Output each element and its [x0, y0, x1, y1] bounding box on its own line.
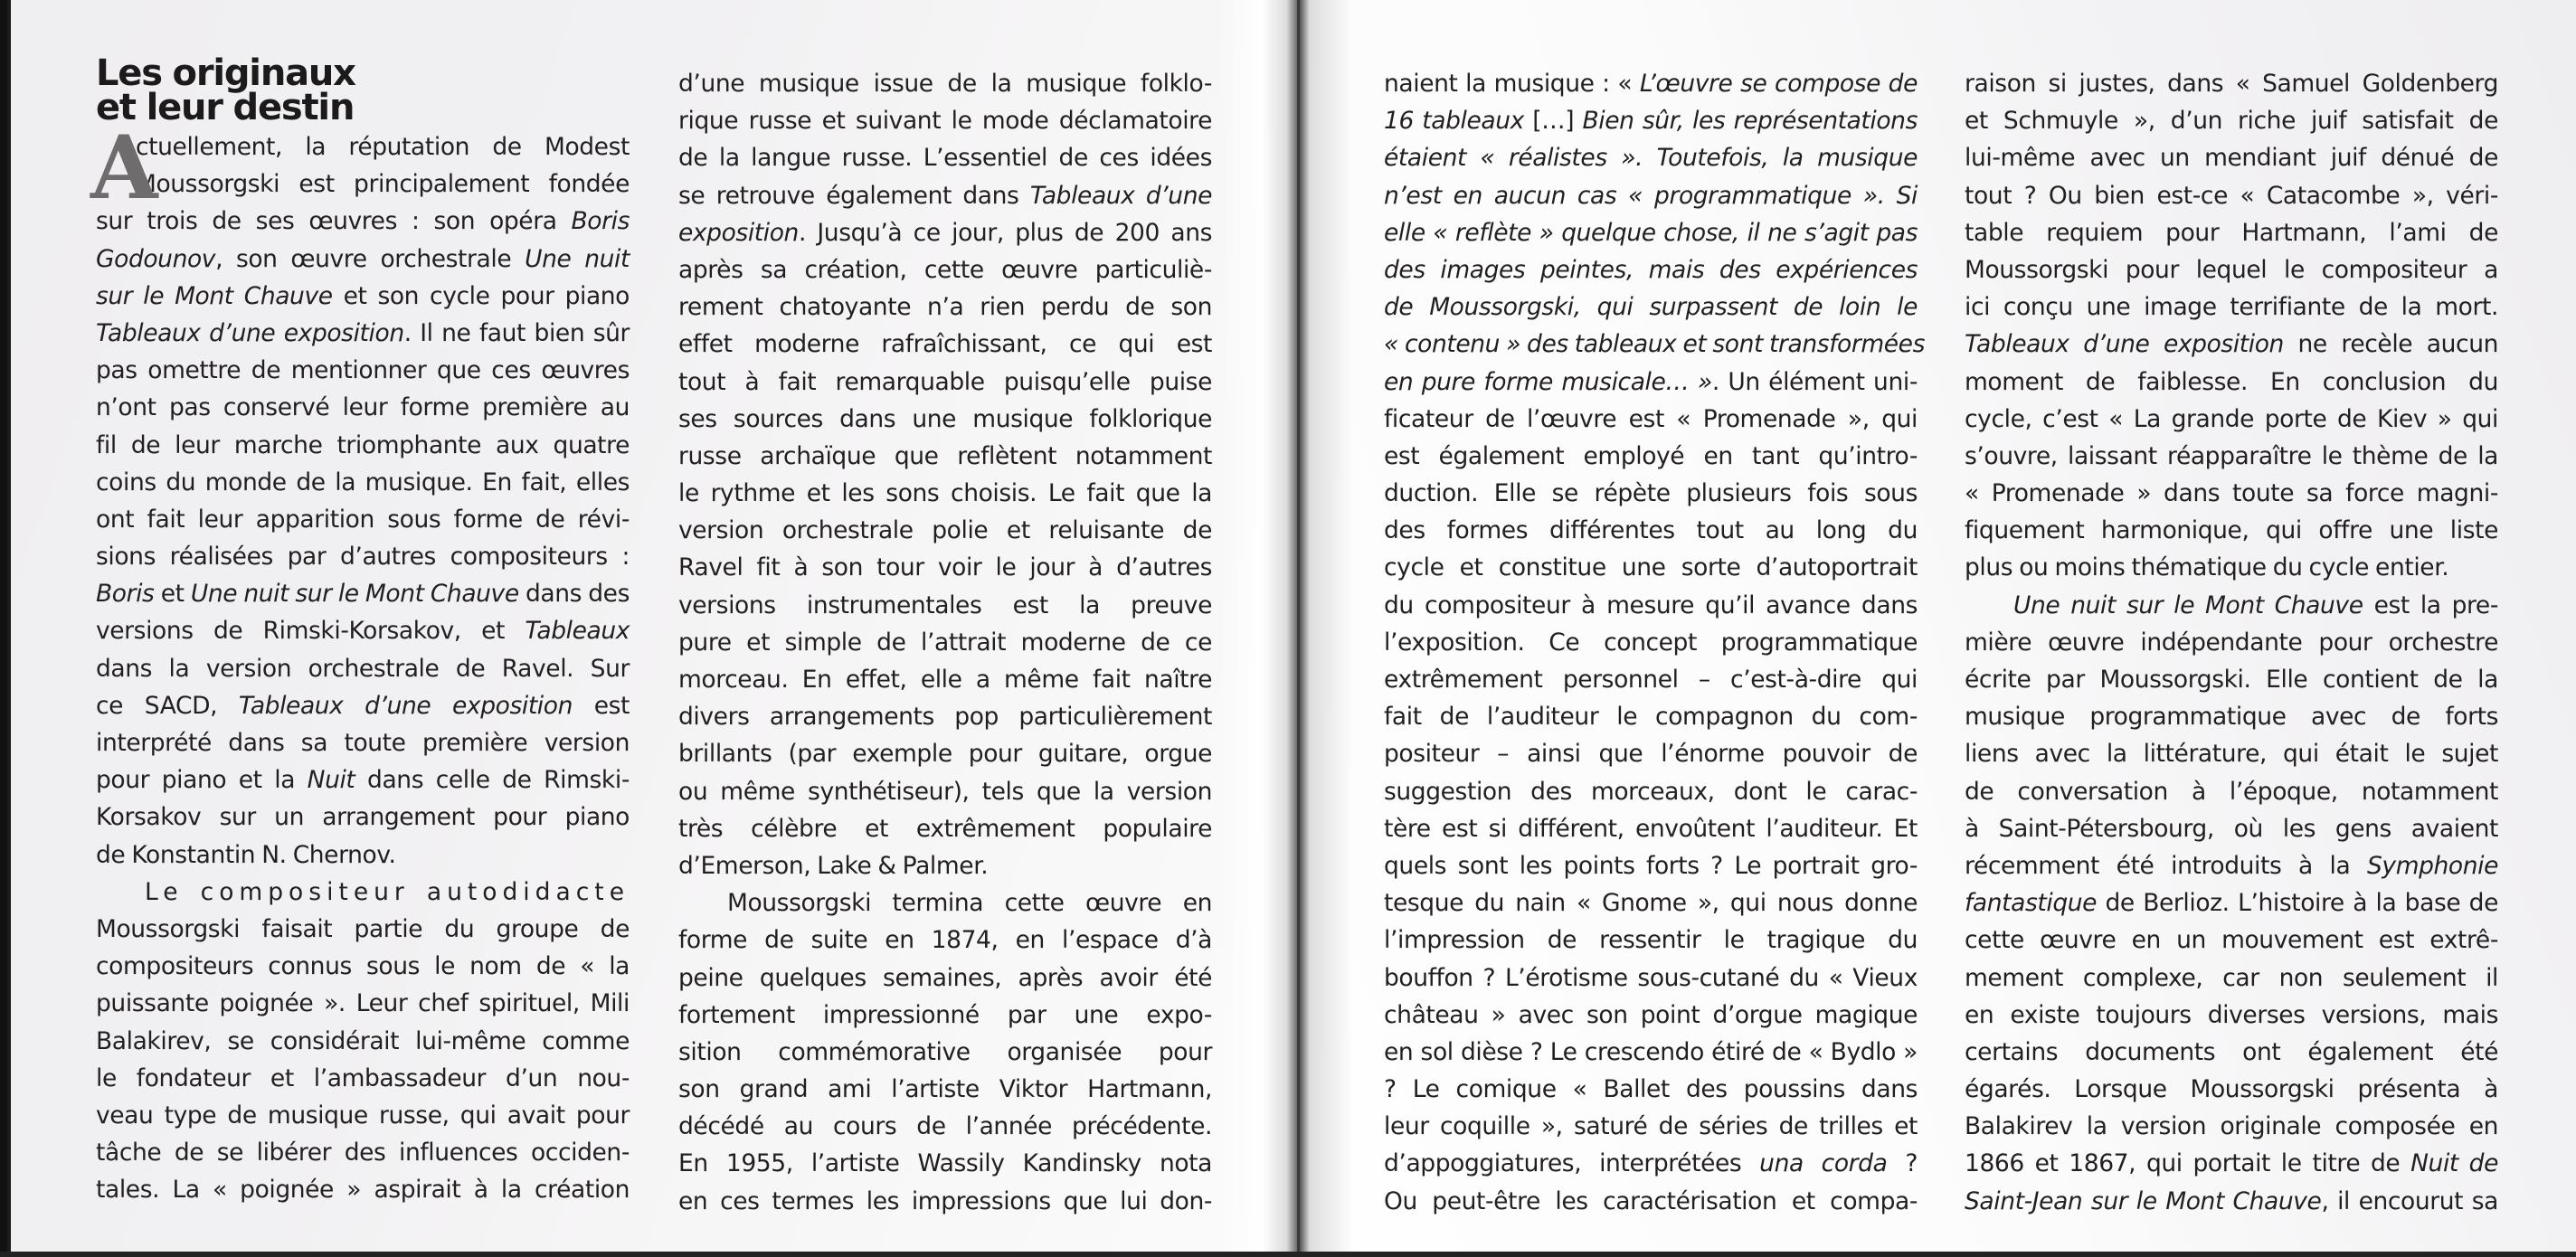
text-line: [1384, 475, 1918, 512]
text-run: interprété dans sa toute première version: [96, 729, 630, 757]
text-line: [96, 612, 630, 649]
text-line: [96, 538, 630, 575]
text-line: [678, 177, 1212, 214]
text-run: ne recèle aucun: [2283, 330, 2498, 359]
text-run: en sol dièse ? Le crescendo étiré de « Bydlo »: [1384, 1037, 1918, 1066]
text-run: Moussorgski est principalement fondée: [136, 170, 630, 199]
text-run: en existe toujours diverses versions, mais: [1965, 1000, 2498, 1029]
text-run: le rythme et les sons choisis. Le fait que la: [678, 479, 1212, 508]
text-line: [1965, 735, 2498, 772]
text-line: [96, 464, 630, 501]
column-3-body: [1384, 65, 1925, 1220]
text-line: [96, 203, 630, 240]
text-run: , son œuvre orchestrale: [215, 244, 526, 273]
text-run: Moussorgski pour lequel le compositeur a: [1965, 255, 2498, 284]
text-line: [1965, 288, 2498, 326]
text-run: fil de leur marche triomphante aux quatre: [96, 430, 630, 459]
text-line: [1384, 438, 1918, 475]
column-2: [678, 65, 1212, 1220]
section-title: [96, 52, 630, 128]
text-line: [678, 401, 1212, 438]
italic-text: Tableaux: [525, 617, 630, 646]
text-run: puissante poignée ». Leur chef spirituel, Mili: [96, 989, 630, 1018]
text-line: [1384, 959, 1918, 997]
italic-text: Une nuit: [525, 244, 630, 273]
text-line: [678, 1034, 1212, 1071]
text-run: l’exposition. Ce concept programmatique: [1384, 628, 1918, 657]
text-line: [1965, 102, 2498, 139]
text-line: [678, 1145, 1212, 1182]
text-line: [1384, 288, 1918, 326]
text-run: Ou peut-être les caractérisation et compa-: [1384, 1186, 1918, 1215]
text-run: Le compositeur autodidacte: [145, 877, 630, 906]
text-run: d’appoggiatures, interprétées: [1384, 1149, 1760, 1178]
text-line: [1965, 326, 2498, 363]
text-line: [678, 847, 1212, 884]
binding-gutter: [1297, 0, 1300, 1253]
text-line: [96, 985, 630, 1022]
text-run: moment de faiblesse. En conclusion du: [1965, 367, 2498, 396]
text-line: [96, 874, 630, 911]
text-run: à Saint-Pétersbourg, où les gens avaient: [1965, 814, 2498, 843]
text-run: raison si justes, dans « Samuel Goldenberg: [1965, 70, 2498, 98]
text-line: [678, 624, 1212, 661]
text-run: d’une musique issue de la musique folklo-: [678, 70, 1212, 98]
text-line: [678, 475, 1212, 512]
text-run: sition commémorative organisée pour: [678, 1037, 1212, 1066]
text-run: mière œuvre indépendante pour orchestre: [1965, 628, 2498, 657]
text-run: écrite par Moussorgski. Elle contient de la: [1965, 666, 2498, 694]
italic-text: « contenu » des tableaux et sont transformées: [1384, 330, 1925, 359]
text-line: [1965, 698, 2498, 735]
text-line: [96, 1097, 630, 1134]
text-line: [1384, 847, 1918, 884]
text-run: tâche de se libérer des influences occiden-: [96, 1139, 630, 1167]
text-line: [678, 921, 1212, 959]
text-line: [1384, 139, 1918, 176]
text-line: [1384, 251, 1918, 288]
text-run: Balakirev, se considérait lui-même comme: [96, 1026, 630, 1055]
text-line: [678, 364, 1212, 401]
italic-text: Une nuit sur le Mont Chauve: [190, 580, 519, 609]
text-run: effet moderne rafraîchissant, ce qui est: [678, 330, 1212, 359]
italic-text: Boris: [96, 580, 155, 609]
text-run: russe archaïque que reflètent notamment: [678, 441, 1212, 470]
text-run: . Un élément uni-: [1711, 367, 1918, 396]
text-line: [678, 214, 1212, 251]
text-line: [1384, 549, 1918, 586]
text-run: de Berlioz. L’histoire à la base de: [2097, 889, 2498, 918]
text-line: [678, 773, 1212, 810]
text-run: fortement impressionné par une expo-: [678, 1000, 1212, 1029]
text-line: [678, 288, 1212, 326]
title-line-2: et leur destin: [96, 87, 355, 128]
text-run: ou même synthétiseur), tels que la version: [678, 777, 1212, 806]
text-line: [678, 698, 1212, 735]
text-line: [678, 661, 1212, 698]
text-run: 1866 et 1867, qui portait le titre de: [1965, 1149, 2411, 1178]
text-run: après sa création, cette œuvre particuliè-: [678, 255, 1212, 284]
text-run: compositeurs connus sous le nom de « la: [96, 952, 630, 981]
text-run: versions instrumentales est la preuve: [678, 591, 1212, 619]
italic-text: Bien sûr, les représentations: [1582, 107, 1918, 136]
text-run: ici conçu une image terrifiante de la mort.: [1965, 293, 2498, 322]
text-line: [678, 251, 1212, 288]
italic-text: exposition: [678, 218, 799, 247]
text-line: [678, 587, 1212, 624]
text-run: rique russe et suivant le mode déclamatoire: [678, 107, 1212, 136]
text-run: ses sources dans une musique folklorique: [678, 404, 1212, 433]
text-line: [96, 315, 630, 352]
italic-text: Nuit de: [2410, 1149, 2499, 1178]
text-line: [1965, 438, 2498, 475]
text-line: [1384, 65, 1918, 102]
text-run: certains documents ont également été: [1965, 1037, 2498, 1066]
text-line: [96, 948, 630, 985]
italic-text: fantastique: [1965, 889, 2098, 918]
text-line: [1384, 773, 1918, 810]
text-line: [1965, 401, 2498, 438]
text-run: ficateur de l’œuvre est « Promenade », qui: [1384, 404, 1918, 433]
dropcap-wrapper: [90, 117, 630, 1208]
text-run: du compositeur à mesure qu’il avance dans: [1384, 591, 1918, 619]
text-line: [1965, 587, 2498, 624]
text-run: ont fait leur apparition sous forme de révi-: [96, 505, 630, 534]
text-line: [678, 1108, 1212, 1145]
text-line: [1965, 661, 2498, 698]
text-run: liens avec la littérature, qui était le sujet: [1965, 740, 2498, 769]
italic-text: L’œuvre se compose de: [1639, 70, 1918, 98]
italic-text: 16 tableaux: [1384, 107, 1524, 136]
dropcap-letter: A: [90, 117, 158, 219]
text-line: [678, 884, 1212, 921]
text-run: ?: [1887, 1149, 1918, 1178]
text-run: très célèbre et extrêmement populaire: [678, 814, 1212, 843]
text-line: [96, 836, 630, 874]
text-line: [96, 687, 630, 724]
text-line: [96, 1171, 630, 1208]
text-run: brillants (par exemple pour guitare, orgue: [678, 740, 1212, 769]
text-run: tout ? Ou bien est-ce « Catacombe », véri-: [1965, 181, 2498, 210]
text-run: est également employé en tant qu’intro-: [1384, 441, 1918, 470]
text-run: est: [572, 691, 630, 720]
text-run: d’Emerson, Lake & Palmer.: [678, 851, 989, 880]
text-line: [1965, 475, 2498, 512]
text-line: [96, 427, 630, 464]
italic-text: Tableaux d’une exposition: [238, 691, 573, 720]
text-line: [678, 549, 1212, 586]
text-line: [1384, 1145, 1918, 1182]
text-run: « Promenade » dans toute sa force magni-: [1965, 479, 2498, 508]
text-run: de conversation à l’époque, notamment: [1965, 777, 2498, 806]
text-line: [1965, 997, 2498, 1034]
column-1-body: [96, 128, 630, 1208]
text-run: versions de Rimski-Korsakov, et: [96, 617, 526, 646]
italic-text: Tableaux d’une: [1029, 181, 1212, 210]
text-run: tère est si différent, envoûtent l’auditeur. Et: [1384, 814, 1918, 843]
bottom-edge-shadow: [0, 1252, 2576, 1257]
text-line: [678, 438, 1212, 475]
text-line: [96, 1134, 630, 1171]
text-line: [96, 724, 630, 761]
text-run: en ces termes les impressions que lui don-: [678, 1186, 1212, 1215]
text-line: [1965, 214, 2498, 251]
text-run: . Jusqu’à ce jour, plus de 200 ans: [798, 218, 1212, 247]
text-run: sions réalisées par d’autres compositeurs :: [96, 543, 630, 572]
text-run: duction. Elle se répète plusieurs fois sous: [1384, 479, 1918, 508]
text-line: [1384, 177, 1918, 214]
text-line: [678, 735, 1212, 772]
text-run: des formes différentes tout au long du: [1384, 516, 1918, 545]
text-line: [678, 139, 1212, 176]
column-2-body: [678, 65, 1212, 1220]
text-run: pas omettre de mentionner que ces œuvres: [96, 356, 630, 385]
text-run: mement complexe, car non seulement il: [1965, 963, 2498, 992]
text-run: ctuellement, la réputation de Modest: [136, 133, 630, 161]
text-line: [1384, 102, 1918, 139]
text-line: [1965, 65, 2498, 102]
text-run: […]: [1523, 107, 1583, 136]
text-line: [1384, 1108, 1918, 1145]
text-run: de Konstantin N. Chernov.: [96, 840, 396, 869]
text-line: [96, 501, 630, 538]
text-run: table requiem pour Hartmann, l’ami de: [1965, 218, 2498, 247]
text-run: fiquement harmonique, qui offre une liste: [1965, 516, 2498, 545]
text-run: n’ont pas conservé leur forme première au: [96, 393, 630, 422]
text-line: [1384, 401, 1918, 438]
italic-text: étaient « réalistes ». Toutefois, la musique: [1384, 144, 1918, 173]
text-run: lui-même avec un mendiant juif dénué de: [1965, 144, 2498, 173]
text-run: Moussorgski termina cette œuvre en: [727, 889, 1212, 918]
text-run: morceau. En effet, elle a même fait naître: [678, 666, 1212, 694]
text-run: se retrouve également dans: [678, 181, 1030, 210]
column-1: [90, 52, 630, 1208]
text-line: [1384, 1183, 1918, 1220]
text-line: [96, 575, 630, 612]
text-run: s’ouvre, laissant réapparaître le thème de la: [1965, 441, 2498, 470]
text-line: [1965, 512, 2498, 549]
text-line: [96, 352, 630, 389]
text-run: ce SACD,: [96, 691, 239, 720]
text-run: tales. La « poignée » aspirait à la création: [96, 1176, 630, 1205]
text-run: tout à fait remarquable puisqu’elle puise: [678, 367, 1212, 396]
text-run: version orchestrale polie et reluisante de: [678, 516, 1212, 545]
text-line: [678, 1183, 1212, 1220]
text-line: [96, 241, 630, 278]
title-line-1: Les originaux: [96, 52, 355, 94]
italic-text: elle « reflète » quelque chose, il ne s’agit pas: [1384, 218, 1918, 247]
text-run: ? Le comique « Ballet des poussins dans: [1384, 1075, 1918, 1104]
text-line: [1384, 810, 1918, 847]
text-run: et Schmuyle », d’un riche juif satisfait de: [1965, 107, 2498, 136]
text-line: [678, 810, 1212, 847]
text-line: [1965, 1034, 2498, 1071]
text-line: [1965, 549, 2498, 586]
text-run: est la pre-: [2363, 591, 2499, 619]
italic-text: Une nuit sur le Mont Chauve: [2013, 591, 2363, 619]
text-line: [1384, 1034, 1918, 1071]
text-line: [1965, 847, 2498, 884]
italic-text: Tableaux d’une exposition: [96, 318, 404, 347]
text-run: tesque du nain « Gnome », qui nous donne: [1384, 889, 1918, 918]
column-4-body: [1965, 65, 2498, 1220]
text-line: [1965, 921, 2498, 959]
text-run: sur trois de ses œuvres : son opéra: [96, 207, 572, 236]
text-run: . Il ne faut bien sûr: [403, 318, 630, 347]
italic-text: de Moussorgski, qui surpassent de loin le: [1384, 293, 1918, 322]
text-run: dans la version orchestrale de Ravel. Sur: [96, 654, 630, 683]
text-line: [678, 65, 1212, 102]
text-run: égarés. Lorsque Moussorgski présenta à: [1965, 1075, 2498, 1104]
text-run: le fondateur et l’ambassadeur d’un nou-: [96, 1063, 630, 1092]
italic-text: Boris: [571, 207, 630, 236]
text-line: [1965, 364, 2498, 401]
text-line: [678, 1071, 1212, 1108]
text-run: et son cycle pour piano: [332, 281, 630, 310]
text-line: [678, 102, 1212, 139]
text-line: [1965, 959, 2498, 997]
text-run: de la langue russe. L’essentiel de ces idées: [678, 144, 1212, 173]
text-line: [1384, 1071, 1918, 1108]
text-run: pour piano et la: [96, 766, 308, 795]
text-line: [1965, 1071, 2498, 1108]
column-3: [1384, 65, 1925, 1220]
italic-text: Nuit: [307, 766, 355, 795]
italic-text: en pure forme musicale… »: [1384, 367, 1712, 396]
text-line: [96, 1023, 630, 1060]
text-run: bouffon ? L’érotisme sous-cutané du « Vieux: [1384, 963, 1918, 992]
text-run: cycle, c’est « La grande porte de Kiev » qui: [1965, 404, 2498, 433]
text-line: [96, 165, 630, 203]
text-run: Moussorgski faisait partie du groupe de: [96, 914, 630, 943]
text-line: [96, 128, 630, 165]
text-line: [1965, 251, 2498, 288]
text-run: coins du monde de la musique. En fait, elles: [96, 468, 630, 496]
text-run: rement chatoyante n’a rien perdu de son: [678, 293, 1212, 322]
text-line: [96, 389, 630, 426]
text-line: [1384, 214, 1918, 251]
text-line: [1965, 810, 2498, 847]
text-run: son grand ami l’artiste Viktor Hartmann,: [678, 1075, 1212, 1104]
text-run: dans celle de Rimski-: [355, 766, 630, 795]
text-run: , il encourut sa: [2321, 1186, 2498, 1215]
column-4: [1965, 65, 2498, 1220]
text-line: [1384, 512, 1918, 549]
text-line: [1965, 1183, 2498, 1220]
italic-text: Symphonie: [2366, 851, 2498, 880]
text-line: [96, 650, 630, 687]
text-line: [1384, 698, 1918, 735]
text-line: [1384, 326, 1925, 363]
text-line: [678, 959, 1212, 997]
text-line: [678, 512, 1212, 549]
text-run: leur coquille », saturé de séries de trilles et: [1384, 1112, 1918, 1141]
text-line: [1384, 735, 1918, 772]
text-line: [96, 278, 630, 315]
text-run: plus ou moins thématique du cycle entier.: [1965, 553, 2449, 582]
italic-text: n’est en aucun cas « programmatique ». Si: [1384, 181, 1918, 210]
text-run: décédé au cours de l’année précédente.: [678, 1112, 1212, 1141]
text-line: [1384, 661, 1918, 698]
italic-text: Godounov: [96, 244, 216, 273]
text-run: divers arrangements pop particulièrement: [678, 703, 1212, 732]
text-line: [1384, 587, 1918, 624]
text-run: extrêmement personnel – c’est-à-dire qui: [1384, 666, 1918, 694]
left-edge-shadow: [0, 0, 7, 1257]
text-line: [1965, 624, 2498, 661]
italic-text: des images peintes, mais des expériences: [1384, 255, 1918, 284]
italic-text: Saint-Jean sur le Mont Chauve: [1965, 1186, 2322, 1215]
text-line: [96, 911, 630, 948]
text-run: pure et simple de l’attrait moderne de ce: [678, 628, 1212, 657]
text-run: positeur – ainsi que l’énorme pouvoir de: [1384, 740, 1918, 769]
text-run: Korsakov sur un arrangement pour piano: [96, 803, 630, 832]
text-run: Ravel fit à son tour voir le jour à d’autres: [678, 553, 1212, 582]
text-run: forme de suite en 1874, en l’espace d’à: [678, 926, 1212, 955]
text-run: naient la musique : «: [1384, 70, 1640, 98]
text-line: [1384, 364, 1918, 401]
text-run: peine quelques semaines, après avoir été: [678, 963, 1212, 992]
italic-text: Tableaux d’une exposition: [1965, 330, 2284, 359]
text-run: Balakirev la version originale composée en: [1965, 1112, 2498, 1141]
text-run: cette œuvre en un mouvement est extrê-: [1965, 926, 2498, 955]
text-line: [1384, 884, 1918, 921]
text-run: l’impression de ressentir le tragique du: [1384, 926, 1918, 955]
text-line: [96, 1060, 630, 1097]
text-run: En 1955, l’artiste Wassily Kandinsky nota: [678, 1149, 1212, 1178]
text-run: musique programmatique avec de forts: [1965, 703, 2498, 732]
italic-text: una corda: [1759, 1149, 1888, 1178]
text-line: [96, 799, 630, 836]
text-line: [1965, 1145, 2498, 1182]
text-line: [1965, 177, 2498, 214]
text-run: quels sont les points forts ? Le portrait gro-: [1384, 851, 1918, 880]
text-line: [1965, 884, 2498, 921]
text-run: château » avec son point d’orgue magique: [1384, 1000, 1918, 1029]
text-line: [1384, 921, 1918, 959]
text-line: [1965, 139, 2498, 176]
text-line: [1384, 997, 1918, 1034]
italic-text: sur le Mont Chauve: [96, 281, 333, 310]
text-run: fait de l’auditeur le compagnon du com-: [1384, 703, 1918, 732]
text-line: [1965, 1108, 2498, 1145]
text-run: veau type de musique russe, qui avait pour: [96, 1101, 630, 1129]
text-line: [1965, 773, 2498, 810]
text-line: [1384, 624, 1918, 661]
text-run: dans des: [518, 580, 630, 609]
text-line: [678, 997, 1212, 1034]
text-run: et: [154, 580, 191, 609]
text-line: [96, 761, 630, 799]
text-run: suggestion des morceaux, dont le carac-: [1384, 777, 1918, 806]
text-run: récemment été introduits à la: [1965, 851, 2367, 880]
text-line: [678, 326, 1212, 363]
text-run: cycle et constitue une sorte d’autoportrait: [1384, 553, 1918, 582]
